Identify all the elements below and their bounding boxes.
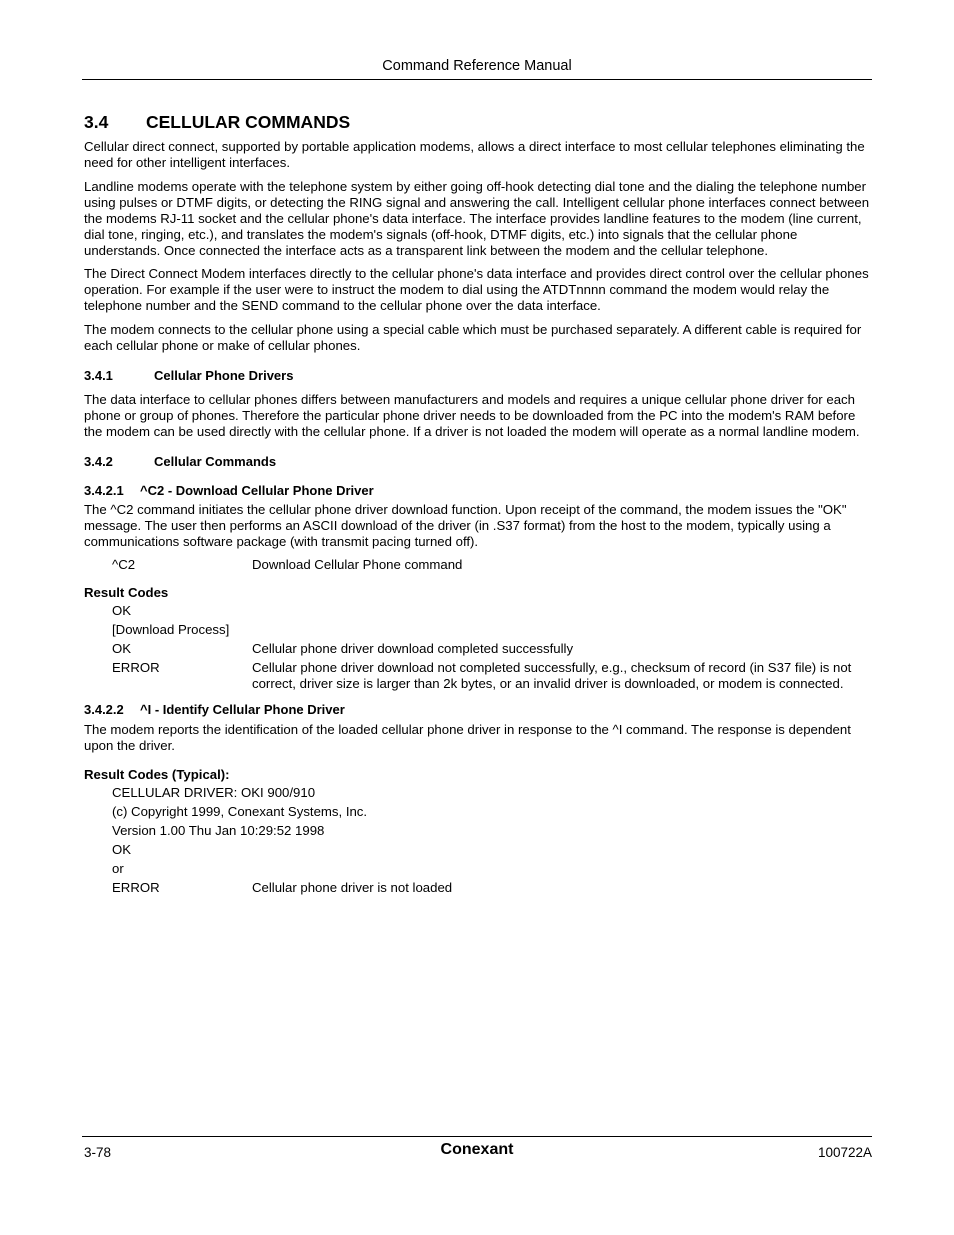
section-heading — [84, 114, 872, 130]
page-number: 3-78 — [84, 1145, 112, 1160]
result-code: OK — [112, 641, 132, 656]
result-description: Cellular phone driver download not completed successfully, e.g., checksum of record (in S37 file) is not correct, driver size is larger than 2k bytes, or an invalid driver is downloaded, or modem is connected. — [252, 660, 852, 691]
command-description: Download Cellular Phone command — [252, 557, 463, 572]
subsection-number: 3.4.2 — [84, 454, 113, 469]
result-code: ERROR — [112, 880, 160, 895]
subsection-title: Cellular Phone Drivers — [154, 368, 294, 383]
page-footer — [82, 1136, 872, 1167]
subsection-number: 3.4.2.2 — [84, 702, 124, 717]
subsection-paragraph-341: The data interface to cellular phones differs between manufacturers and models and requires a unique cellular phone driver for each phone or group of phones. Therefore the particular phone driver needs to be downloaded from the PC into the modem's RAM before the modem can be used directly with the cellular phone. If a driver is not loaded the modem will operate as a normal landline modem. — [84, 392, 860, 439]
result-description: Cellular phone driver download completed successfully — [252, 641, 574, 656]
section-paragraph-2: Landline modems operate with the telephone system by either going off-hook detecting dial tone and the dialing the telephone number using pulses or DTMF digits, or detecting the RING signal and answering the call. Intelligent cellular phone interfaces connect between the modems RJ-11 socket and the cellular phone's data interface. The interface provides landline features to the modem (line current, dial tone, ringing, etc.), and translates the modem's signals (off-hook, DTMF digits, etc.) into signals that the cellular phone understands. Once connected the interface acts as a transparent link between the modem and the cellular telephone. — [84, 179, 870, 258]
result-description — [252, 603, 872, 619]
result-codes-typical-label: Result Codes (Typical): — [84, 767, 230, 782]
command-name: ^C2 — [112, 557, 136, 572]
result-line: CELLULAR DRIVER: OKI 900/910 — [112, 785, 316, 800]
subsection-heading-342 — [84, 454, 872, 470]
section-paragraph-3: The Direct Connect Modem interfaces directly to the cellular phone's data interface and provides direct control over the cellular phones operation. For example if the user were to instruct the modem to dial using the ATDTnnnn command the modem would relay the telephone number and the SEND command to the cellular phone over the data interface. — [84, 266, 869, 313]
result-description: Cellular phone driver is not loaded — [252, 880, 453, 895]
page-header — [82, 58, 872, 80]
section-title: CELLULAR COMMANDS — [146, 112, 351, 132]
result-code: ERROR — [112, 660, 160, 675]
subsection-number: 3.4.2.1 — [84, 483, 124, 498]
section-paragraph-4: The modem connects to the cellular phone using a special cable which must be purchased separately. A different cable is required for each cellular phone or make of cellular phones. — [84, 322, 862, 353]
subsection-paragraph-3421: The ^C2 command initiates the cellular phone driver download function. Upon receipt of the command, the modem issues the "OK" message. The user then performs an ASCII download of the driver (in .S37 format) from the host to the modem, typically using a communications software package (with transmit pacing turned off). — [84, 502, 847, 549]
subsection-title: Cellular Commands — [154, 454, 277, 469]
result-codes-label: Result Codes — [84, 585, 169, 600]
section-paragraph-1: Cellular direct connect, supported by portable application modems, allows a direct interface to most cellular telephones eliminating the need for other intelligent interfaces. — [84, 139, 865, 170]
result-line: (c) Copyright 1999, Conexant Systems, Inc. — [112, 804, 368, 819]
subsection-number: 3.4.1 — [84, 368, 113, 383]
command-row — [84, 557, 872, 573]
result-row — [84, 603, 872, 619]
result-row — [84, 880, 872, 896]
result-row — [84, 622, 872, 638]
result-code: [Download Process] — [112, 622, 230, 637]
page-content — [84, 114, 872, 896]
document-number: 100722A — [817, 1145, 872, 1160]
subsection-title: ^C2 - Download Cellular Phone Driver — [140, 483, 374, 498]
subsection-heading-3422 — [84, 702, 872, 718]
section-number: 3.4 — [84, 112, 109, 132]
result-code: OK — [112, 603, 132, 618]
subsection-title: ^I - Identify Cellular Phone Driver — [140, 702, 345, 717]
subsection-heading-3421 — [84, 483, 872, 499]
result-row — [84, 641, 872, 657]
brand-name: Conexant — [440, 1141, 514, 1158]
result-description — [252, 622, 872, 638]
result-line: OK — [112, 842, 132, 857]
subsection-paragraph-3422: The modem reports the identification of the loaded cellular phone driver in response to the ^I command. The response is dependent upon the driver. — [84, 722, 851, 753]
subsection-heading-341 — [84, 368, 872, 384]
result-row — [84, 660, 872, 692]
result-line: or — [112, 861, 124, 876]
header-title: Command Reference Manual — [382, 58, 572, 74]
result-line: Version 1.00 Thu Jan 10:29:52 1998 — [112, 823, 325, 838]
